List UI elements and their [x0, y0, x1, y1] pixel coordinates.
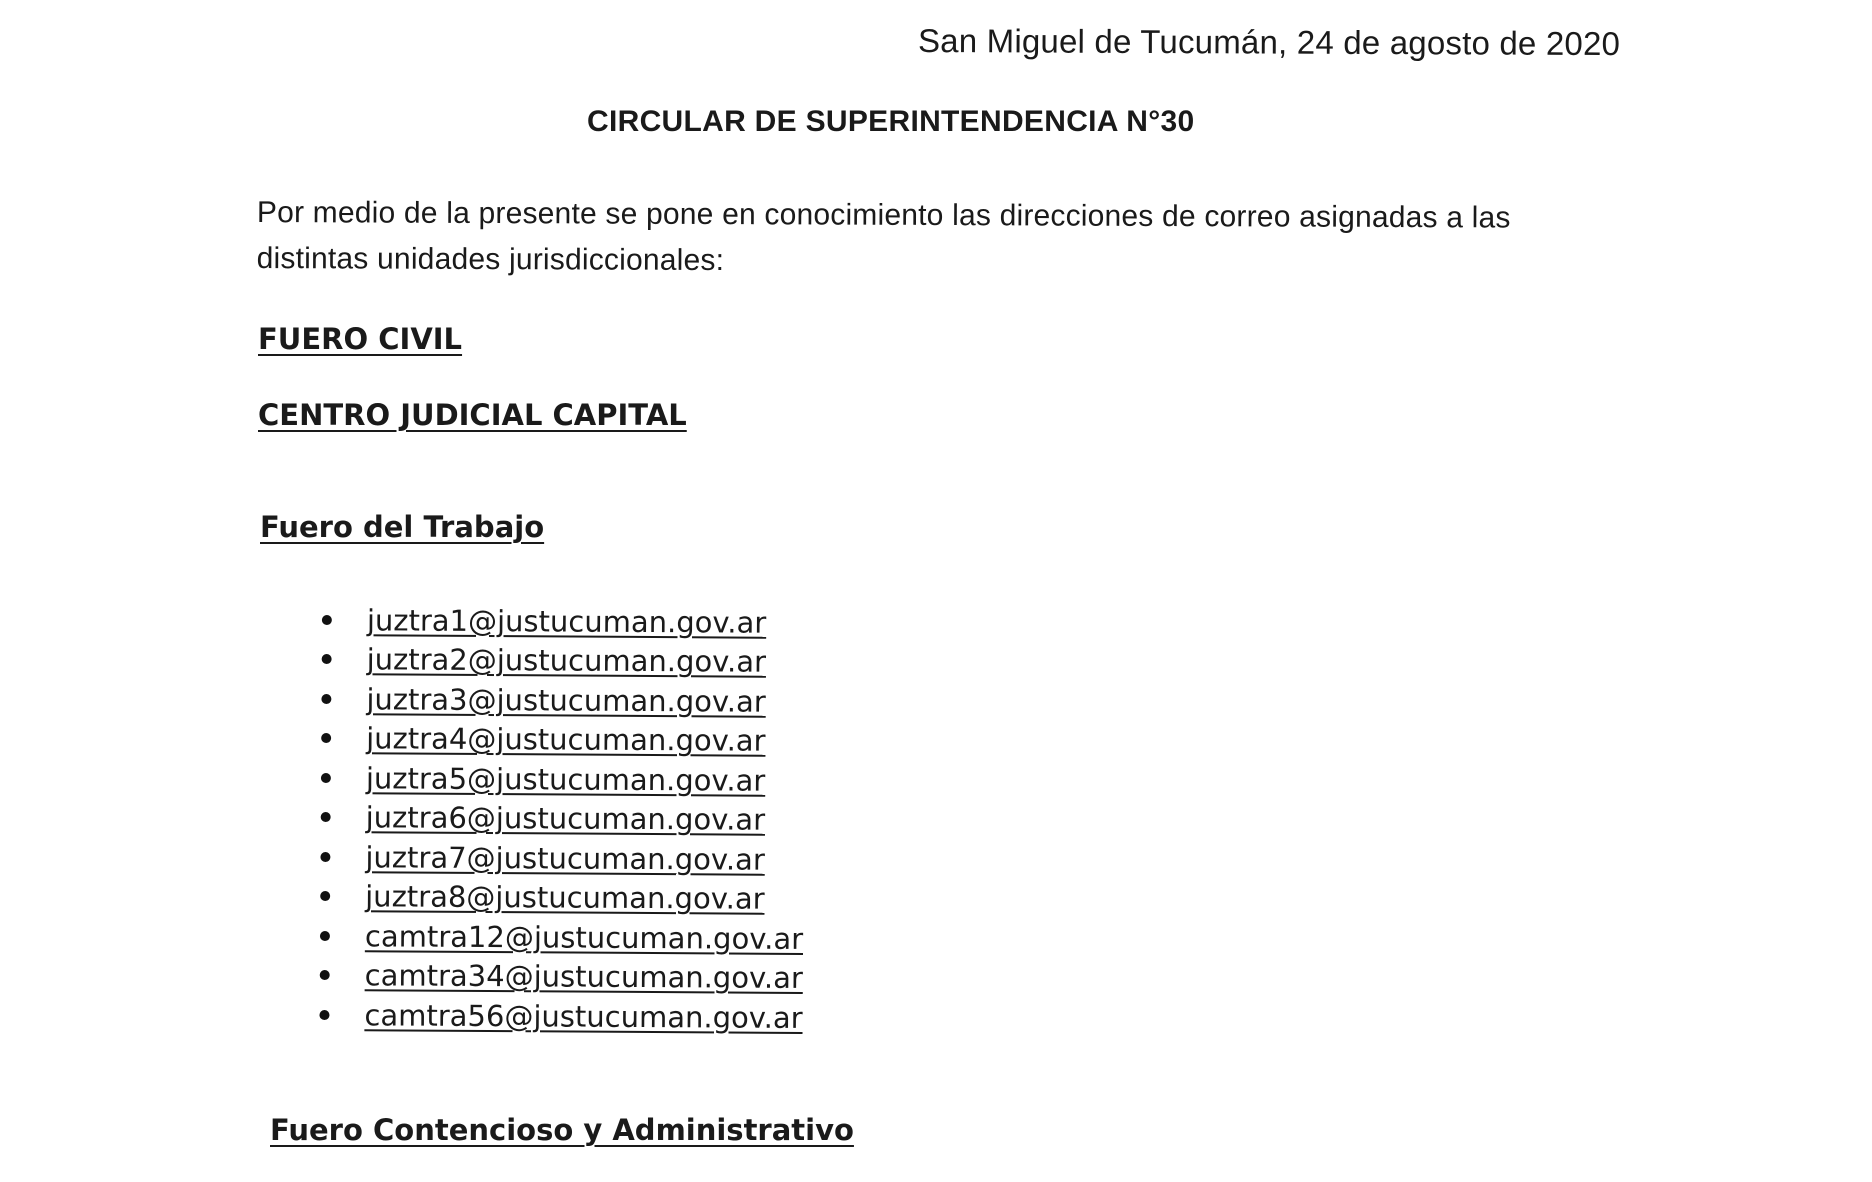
bullet-icon: [321, 812, 331, 822]
heading-fuero-del-trabajo: Fuero del Trabajo: [260, 510, 545, 544]
email-link[interactable]: juztra1@justucuman.gov.ar: [366, 603, 767, 640]
email-link[interactable]: juztra3@justucuman.gov.ar: [366, 682, 766, 719]
email-list-item: [322, 600, 805, 642]
email-link[interactable]: juztra4@justucuman.gov.ar: [366, 721, 766, 758]
bullet-icon: [321, 694, 331, 704]
intro-paragraph: Por medio de la presente se pone en conocimiento las direcciones de correo asignadas a las distintas unidades jurisdiccionales:: [256, 195, 1511, 278]
heading-centro-judicial-capital: CENTRO JUDICIAL CAPITAL: [258, 398, 687, 432]
email-link[interactable]: juztra7@justucuman.gov.ar: [365, 840, 765, 877]
document-date: San Miguel de Tucumán, 24 de agosto de 2020: [917, 22, 1621, 63]
email-list: [319, 600, 805, 1037]
email-link[interactable]: juztra5@justucuman.gov.ar: [365, 761, 766, 798]
bullet-icon: [321, 773, 331, 783]
email-list-item: [321, 758, 804, 800]
email-link[interactable]: juztra8@justucuman.gov.ar: [365, 879, 765, 916]
email-list-item: [320, 916, 803, 958]
email-link[interactable]: camtra12@justucuman.gov.ar: [364, 919, 804, 956]
bullet-icon: [322, 615, 332, 625]
email-list-item: [320, 837, 803, 879]
bullet-icon: [319, 1010, 329, 1020]
email-list-item: [320, 955, 803, 997]
email-list-item: [319, 995, 802, 1037]
bullet-icon: [320, 931, 330, 941]
email-link[interactable]: camtra34@justucuman.gov.ar: [364, 958, 803, 996]
heading-fuero-civil: FUERO CIVIL: [258, 322, 463, 356]
heading-fuero-contencioso-administrativo: Fuero Contencioso y Administrativo: [270, 1113, 854, 1147]
bullet-icon: [320, 970, 330, 980]
bullet-icon: [321, 733, 331, 743]
email-list-item: [322, 639, 805, 681]
email-list-item: [321, 718, 804, 760]
email-link[interactable]: juztra6@justucuman.gov.ar: [365, 800, 766, 837]
bullet-icon: [322, 654, 332, 664]
email-list-item: [321, 679, 804, 721]
email-list-item: [321, 797, 804, 839]
bullet-icon: [320, 852, 330, 862]
email-list-item: [320, 876, 803, 918]
email-link[interactable]: juztra2@justucuman.gov.ar: [366, 642, 767, 679]
circular-title: CIRCULAR DE SUPERINTENDENCIA N°30: [587, 105, 1195, 138]
email-link[interactable]: camtra56@justucuman.gov.ar: [364, 998, 803, 1035]
bullet-icon: [320, 891, 330, 901]
